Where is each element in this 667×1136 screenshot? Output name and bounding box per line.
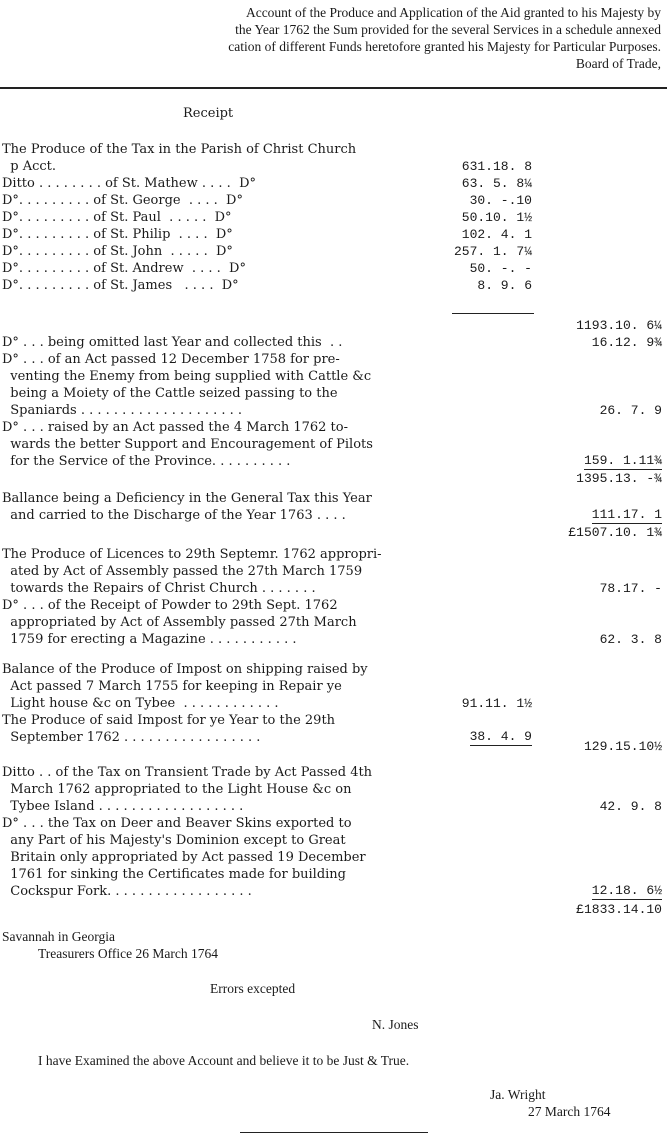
other-receipts-amount: 16.12. 9¾ [591,335,662,350]
total-1: 1395.13. -¾ [576,471,662,486]
parish-row-amount: 50.10. 1½ [461,210,532,225]
parish-row-amount: 257. 1. 7¼ [453,244,532,259]
impost-produce-amount: 38. 4. 9 [469,729,532,744]
transient-line: March 1762 appropriated to the Light House &c on [2,782,352,797]
other-receipts-line: being a Moiety of the Cattle seized passing to the [2,386,338,401]
impost-balance-line: Balance of the Produce of Impost on shipping raised by [2,662,368,677]
transient-amount: 42. 9. 8 [599,799,662,814]
parish-row-label: D°. . . . . . . . . of St. John . . . . . D° [2,244,233,259]
powder-line: D° . . . of the Receipt of Powder to 29th Sept. 1762 [2,598,338,613]
parish-intro: The Produce of the Tax in the Parish of Christ Church [2,142,357,157]
ballance-amount: 111.17. 1 [591,507,662,522]
skins-line: Britain only appropriated by Act passed 19 December [2,850,366,865]
skins-line: 1761 for sinking the Certificates made for building [2,867,347,882]
other-receipts-line: D° . . . being omitted last Year and collected this . . [2,335,343,350]
parish-row-label: D°. . . . . . . . . of St. Andrew . . . . D° [2,261,246,276]
parish-row-amount: 63. 5. 8¼ [461,176,532,191]
parish-row-amount: 50. -. - [469,261,532,276]
parish-row-label: D°. . . . . . . . . of St. James . . . . D° [2,278,239,293]
other-receipts-amount: 159. 1.11¾ [583,453,662,468]
header-line: the Year 1762 the Sum provided for the several Services in a schedule annexed [235,22,661,37]
ballance-line: Ballance being a Deficiency in the General Tax this Year [2,491,372,506]
impost-balance-amount: 91.11. 1½ [461,696,532,711]
parish-row-amount: 102. 4. 1 [461,227,532,242]
header-divider [0,87,667,89]
header-line: cation of different Funds heretofore granted his Majesty for Particular Purposes. [228,39,661,54]
parish-row-label: D°. . . . . . . . . of St. Philip . . . . D° [2,227,233,242]
header-line: Account of the Produce and Application of the Aid granted to his Majesty by [245,5,661,20]
section-title: Receipt [183,106,234,121]
signer-n-jones: N. Jones [372,1017,419,1032]
subtotal-rule [452,313,534,314]
footer-place: Savannah in Georgia [2,929,115,944]
header-line: Board of Trade, [575,56,661,71]
powder-line: appropriated by Act of Assembly passed 27th March [2,615,357,630]
total-2: £1507.10. 1¾ [568,525,662,540]
skins-line: any Part of his Majesty's Dominion except to Great [2,833,346,848]
licences-line: The Produce of Licences to 29th Septemr. 1762 appropri- [2,547,382,562]
parish-row-label: D°. . . . . . . . . of St. Paul . . . . . D° [2,210,232,225]
other-receipts-line: D° . . . raised by an Act passed the 4 March 1762 to- [2,420,348,435]
parish-row-label: D°. . . . . . . . . of St. George . . . . D° [2,193,243,208]
other-receipts-amount: 26. 7. 9 [599,403,662,418]
other-receipts-line: for the Service of the Province. . . . . . . . . . [2,454,291,469]
other-receipts-line: wards the better Support and Encouragement of Pilots [2,437,373,452]
amount-christ-church: 631.18. 8 [461,159,532,174]
signer-date: 27 March 1764 [528,1104,611,1119]
licences-line: ated by Act of Assembly passed the 27th March 1759 [2,564,363,579]
footer-rule [240,1132,428,1133]
parish-intro: p Acct. [2,159,57,174]
other-receipts-line: D° . . . of an Act passed 12 December 1758 for pre- [2,352,340,367]
footer-office: Treasurers Office 26 March 1764 [38,946,218,961]
parish-row-amount: 30. -.10 [469,193,532,208]
impost-total: 129.15.10½ [583,739,662,754]
signer-ja-wright: Ja. Wright [490,1087,546,1102]
skins-amount: 12.18. 6½ [591,883,662,898]
licences-amount: 78.17. - [599,581,662,596]
skins-line: D° . . . the Tax on Deer and Beaver Skins exported to [2,816,352,831]
errors-excepted: Errors excepted [210,981,296,996]
parish-subtotal: 1193.10. 6¼ [576,318,662,333]
grand-total: £1833.14.10 [576,902,662,917]
powder-line: 1759 for erecting a Magazine . . . . . . . . . . . [2,632,297,647]
skins-line: Cockspur Fork. . . . . . . . . . . . . . . . . . [2,884,252,899]
attestation: I have Examined the above Account and believe it to be Just & True. [38,1053,410,1068]
parish-row-label: Ditto . . . . . . . . of St. Mathew . . . . D° [2,176,256,191]
other-receipts-line: Spaniards . . . . . . . . . . . . . . . . . . . . [2,403,243,418]
licences-line: towards the Repairs of Christ Church . . . . . . . [2,581,316,596]
impost-produce-line: The Produce of said Impost for ye Year to the 29th [2,713,336,728]
transient-line: Tybee Island . . . . . . . . . . . . . . . . . . [2,799,244,814]
parish-row-amount: 8. 9. 6 [477,278,532,293]
impost-produce-line: September 1762 . . . . . . . . . . . . . . . . . [2,730,261,745]
impost-balance-line: Act passed 7 March 1755 for keeping in Repair ye [2,679,342,694]
transient-line: Ditto . . of the Tax on Transient Trade by Act Passed 4th [2,765,373,780]
ballance-line: and carried to the Discharge of the Year 1763 . . . . [2,508,346,523]
other-receipts-line: venting the Enemy from being supplied with Cattle &c [2,369,372,384]
impost-balance-line: Light house &c on Tybee . . . . . . . . . . . . [2,696,279,711]
powder-amount: 62. 3. 8 [599,632,662,647]
